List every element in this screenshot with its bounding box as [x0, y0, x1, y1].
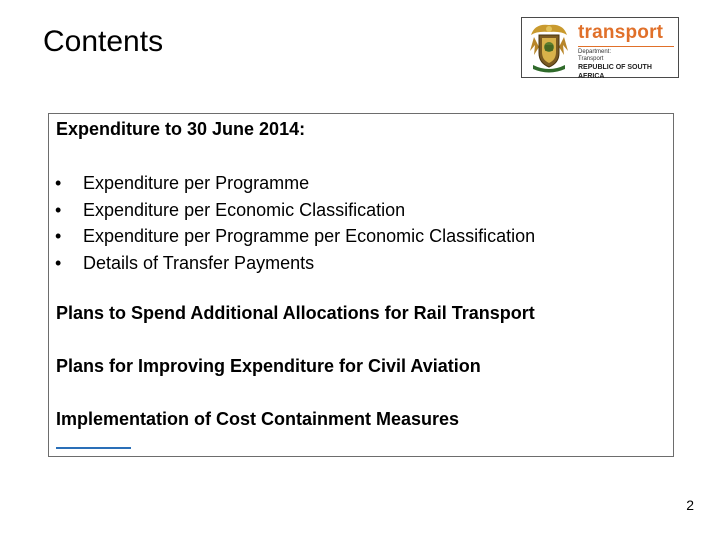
coat-of-arms-icon — [525, 21, 573, 74]
bullet-icon: • — [55, 199, 62, 220]
heading-expenditure: Expenditure to 30 June 2014: — [56, 119, 306, 139]
bullet-icon: • — [55, 252, 62, 273]
accent-underline — [56, 447, 131, 449]
heading-civil-aviation: Plans for Improving Expenditure for Civil Aviation — [56, 356, 481, 376]
list-item-text: Expenditure per Programme per Economic Classification — [83, 226, 536, 246]
slide-title: Contents — [43, 25, 164, 58]
contents-box — [48, 113, 674, 457]
page-number: 2 — [686, 497, 694, 513]
list-item — [55, 170, 535, 197]
heading-rail-transport: Plans to Spend Additional Allocations for Rail Transport — [56, 303, 535, 323]
logo-divider — [578, 46, 674, 47]
list-item — [55, 250, 535, 277]
department-of-transport-logo — [521, 17, 679, 78]
list-item-text: Expenditure per Programme — [83, 173, 310, 193]
logo-country: REPUBLIC OF SOUTH AFRICA — [578, 64, 652, 80]
list-item — [55, 197, 535, 224]
logo-department-label: Department: — [578, 49, 612, 55]
bullet-icon: • — [55, 226, 62, 246]
logo-department-name: Transport — [578, 56, 604, 62]
list-item-text: Expenditure per Economic Classification — [83, 199, 406, 220]
logo-wordmark: transport — [578, 22, 664, 43]
list-item-text: Details of Transfer Payments — [83, 252, 315, 273]
bullet-icon: • — [55, 173, 62, 193]
list-item — [55, 223, 535, 250]
heading-cost-containment: Implementation of Cost Containment Measures — [56, 409, 460, 429]
expenditure-bullet-list — [55, 170, 535, 276]
